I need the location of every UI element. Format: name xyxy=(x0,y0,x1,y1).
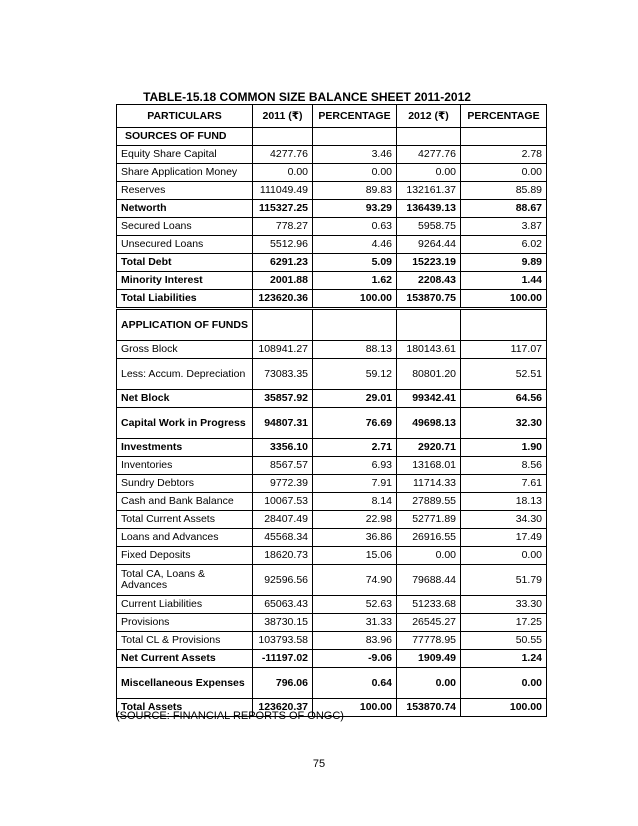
cell-2011: 5512.96 xyxy=(253,236,313,254)
cell-particulars: SOURCES OF FUND xyxy=(117,128,253,146)
table-row xyxy=(117,493,547,511)
cell-percentage-2011: 1.62 xyxy=(313,272,397,290)
column-header-particulars: PARTICULARS xyxy=(117,105,253,128)
table-body xyxy=(117,128,547,717)
cell-percentage-2012: 3.87 xyxy=(461,218,547,236)
cell-2012: 153870.74 xyxy=(397,699,461,717)
cell-2012: 49698.13 xyxy=(397,408,461,439)
cell-2012: 2208.43 xyxy=(397,272,461,290)
cell-percentage-2011: 93.29 xyxy=(313,200,397,218)
cell-percentage-2011: 4.46 xyxy=(313,236,397,254)
cell-2011: 65063.43 xyxy=(253,596,313,614)
table-row xyxy=(117,475,547,493)
cell-2011: 45568.34 xyxy=(253,529,313,547)
cell-percentage-2011: 7.91 xyxy=(313,475,397,493)
cell-percentage-2012 xyxy=(461,309,547,341)
cell-particulars: Capital Work in Progress xyxy=(117,408,253,439)
cell-percentage-2012: 2.78 xyxy=(461,146,547,164)
cell-percentage-2011: 100.00 xyxy=(313,290,397,309)
cell-percentage-2012: 88.67 xyxy=(461,200,547,218)
cell-percentage-2012: 52.51 xyxy=(461,359,547,390)
cell-percentage-2012: 32.30 xyxy=(461,408,547,439)
cell-2011 xyxy=(253,309,313,341)
cell-2012 xyxy=(397,309,461,341)
cell-percentage-2012: 51.79 xyxy=(461,565,547,596)
cell-2012: 77778.95 xyxy=(397,632,461,650)
cell-percentage-2011: 0.00 xyxy=(313,164,397,182)
cell-2012 xyxy=(397,128,461,146)
cell-percentage-2012: 7.61 xyxy=(461,475,547,493)
cell-percentage-2012: 0.00 xyxy=(461,668,547,699)
cell-2011: 35857.92 xyxy=(253,390,313,408)
cell-percentage-2012: 0.00 xyxy=(461,547,547,565)
cell-particulars: Net Current Assets xyxy=(117,650,253,668)
cell-particulars: Minority Interest xyxy=(117,272,253,290)
cell-particulars: APPLICATION OF FUNDS xyxy=(117,309,253,341)
cell-percentage-2012: 33.30 xyxy=(461,596,547,614)
table-row xyxy=(117,439,547,457)
cell-2012: 132161.37 xyxy=(397,182,461,200)
table-row xyxy=(117,200,547,218)
cell-2011: 2001.88 xyxy=(253,272,313,290)
cell-percentage-2011: 52.63 xyxy=(313,596,397,614)
cell-percentage-2011: 83.96 xyxy=(313,632,397,650)
cell-2011: 4277.76 xyxy=(253,146,313,164)
cell-particulars: Cash and Bank Balance xyxy=(117,493,253,511)
cell-2012: 99342.41 xyxy=(397,390,461,408)
cell-2012: 0.00 xyxy=(397,547,461,565)
cell-percentage-2012 xyxy=(461,128,547,146)
cell-percentage-2011 xyxy=(313,128,397,146)
table-row xyxy=(117,309,547,341)
cell-2011: 28407.49 xyxy=(253,511,313,529)
cell-percentage-2012: 100.00 xyxy=(461,699,547,717)
cell-percentage-2012: 1.24 xyxy=(461,650,547,668)
table-row xyxy=(117,632,547,650)
cell-2012: 4277.76 xyxy=(397,146,461,164)
cell-2012: 27889.55 xyxy=(397,493,461,511)
cell-percentage-2011: 31.33 xyxy=(313,614,397,632)
cell-particulars: Share Application Money xyxy=(117,164,253,182)
cell-2012: 26916.55 xyxy=(397,529,461,547)
cell-particulars: Investments xyxy=(117,439,253,457)
table-row xyxy=(117,511,547,529)
table-row xyxy=(117,128,547,146)
cell-2012: 153870.75 xyxy=(397,290,461,309)
cell-percentage-2012: 34.30 xyxy=(461,511,547,529)
table-row xyxy=(117,547,547,565)
table-row xyxy=(117,164,547,182)
cell-2012: 51233.68 xyxy=(397,596,461,614)
cell-percentage-2011: 8.14 xyxy=(313,493,397,511)
column-header-2011: 2011 (₹) xyxy=(253,105,313,128)
cell-2011: 3356.10 xyxy=(253,439,313,457)
cell-percentage-2012: 100.00 xyxy=(461,290,547,309)
table-header-row xyxy=(117,105,547,128)
table-row xyxy=(117,390,547,408)
table-row xyxy=(117,272,547,290)
table-row xyxy=(117,254,547,272)
cell-2011: 796.06 xyxy=(253,668,313,699)
cell-2012: 52771.89 xyxy=(397,511,461,529)
cell-percentage-2012: 8.56 xyxy=(461,457,547,475)
cell-2011: 38730.15 xyxy=(253,614,313,632)
cell-percentage-2012: 1.90 xyxy=(461,439,547,457)
cell-2011: 18620.73 xyxy=(253,547,313,565)
cell-2011: 115327.25 xyxy=(253,200,313,218)
cell-particulars: Total Liabilities xyxy=(117,290,253,309)
table-row xyxy=(117,596,547,614)
cell-2011: 8567.57 xyxy=(253,457,313,475)
cell-2011: 123620.37 xyxy=(253,699,313,717)
cell-2011: 778.27 xyxy=(253,218,313,236)
cell-percentage-2012: 17.25 xyxy=(461,614,547,632)
cell-particulars: Loans and Advances xyxy=(117,529,253,547)
cell-particulars: Current Liabilities xyxy=(117,596,253,614)
cell-percentage-2011: 100.00 xyxy=(313,699,397,717)
table-row xyxy=(117,218,547,236)
cell-2012: 26545.27 xyxy=(397,614,461,632)
cell-2012: 136439.13 xyxy=(397,200,461,218)
cell-particulars: Networth xyxy=(117,200,253,218)
cell-2011 xyxy=(253,128,313,146)
cell-particulars: Reserves xyxy=(117,182,253,200)
cell-2011: 123620.36 xyxy=(253,290,313,309)
page-number: 75 xyxy=(312,758,326,770)
table-row xyxy=(117,236,547,254)
cell-2012: 13168.01 xyxy=(397,457,461,475)
cell-2011: 94807.31 xyxy=(253,408,313,439)
cell-particulars: Total CL & Provisions xyxy=(117,632,253,650)
cell-particulars: Sundry Debtors xyxy=(117,475,253,493)
cell-particulars: Total Current Assets xyxy=(117,511,253,529)
cell-particulars: Total Assets xyxy=(117,699,253,717)
cell-percentage-2011: 76.69 xyxy=(313,408,397,439)
table-row xyxy=(117,146,547,164)
cell-percentage-2012: 117.07 xyxy=(461,341,547,359)
cell-particulars: Net Block xyxy=(117,390,253,408)
cell-percentage-2011: 0.63 xyxy=(313,218,397,236)
cell-particulars: Miscellaneous Expenses xyxy=(117,668,253,699)
table-row xyxy=(117,457,547,475)
cell-2012: 79688.44 xyxy=(397,565,461,596)
cell-percentage-2011: 15.06 xyxy=(313,547,397,565)
cell-2011: 0.00 xyxy=(253,164,313,182)
cell-2012: 180143.61 xyxy=(397,341,461,359)
cell-percentage-2011: 6.93 xyxy=(313,457,397,475)
cell-percentage-2011: 89.83 xyxy=(313,182,397,200)
table-row xyxy=(117,565,547,596)
cell-2012: 80801.20 xyxy=(397,359,461,390)
cell-2012: 11714.33 xyxy=(397,475,461,493)
cell-2011: -11197.02 xyxy=(253,650,313,668)
table-row xyxy=(117,650,547,668)
cell-percentage-2011: 59.12 xyxy=(313,359,397,390)
table-row xyxy=(117,290,547,309)
cell-particulars: Gross Block xyxy=(117,341,253,359)
cell-2011: 6291.23 xyxy=(253,254,313,272)
cell-particulars: Fixed Deposits xyxy=(117,547,253,565)
cell-percentage-2012: 1.44 xyxy=(461,272,547,290)
table-row xyxy=(117,182,547,200)
cell-2011: 73083.35 xyxy=(253,359,313,390)
cell-percentage-2012: 18.13 xyxy=(461,493,547,511)
column-header-2012: 2012 (₹) xyxy=(397,105,461,128)
cell-2011: 92596.56 xyxy=(253,565,313,596)
table-row xyxy=(117,614,547,632)
cell-percentage-2011: 74.90 xyxy=(313,565,397,596)
cell-2012: 2920.71 xyxy=(397,439,461,457)
cell-percentage-2011: 36.86 xyxy=(313,529,397,547)
cell-particulars: Secured Loans xyxy=(117,218,253,236)
cell-percentage-2011: 88.13 xyxy=(313,341,397,359)
table-title: TABLE-15.18 COMMON SIZE BALANCE SHEET 2011-2012 xyxy=(143,90,471,104)
cell-2011: 9772.39 xyxy=(253,475,313,493)
cell-percentage-2011: 2.71 xyxy=(313,439,397,457)
cell-percentage-2012: 17.49 xyxy=(461,529,547,547)
table-row xyxy=(117,668,547,699)
cell-percentage-2012: 0.00 xyxy=(461,164,547,182)
table-row xyxy=(117,408,547,439)
cell-percentage-2011: 22.98 xyxy=(313,511,397,529)
cell-2012: 0.00 xyxy=(397,164,461,182)
cell-2012: 9264.44 xyxy=(397,236,461,254)
table-row xyxy=(117,529,547,547)
cell-2011: 111049.49 xyxy=(253,182,313,200)
cell-percentage-2011: 3.46 xyxy=(313,146,397,164)
cell-percentage-2011: -9.06 xyxy=(313,650,397,668)
cell-particulars: Equity Share Capital xyxy=(117,146,253,164)
table-row xyxy=(117,341,547,359)
cell-particulars: Unsecured Loans xyxy=(117,236,253,254)
cell-particulars: Total CA, Loans & Advances xyxy=(117,565,253,596)
cell-particulars: Provisions xyxy=(117,614,253,632)
cell-2012: 5958.75 xyxy=(397,218,461,236)
cell-percentage-2012: 50.55 xyxy=(461,632,547,650)
source-note: (SOURCE: FINANCIAL REPORTS OF ONGC) xyxy=(116,710,344,722)
cell-2011: 10067.53 xyxy=(253,493,313,511)
cell-percentage-2012: 9.89 xyxy=(461,254,547,272)
cell-percentage-2012: 85.89 xyxy=(461,182,547,200)
column-header-percentage-2011: PERCENTAGE xyxy=(313,105,397,128)
cell-percentage-2012: 64.56 xyxy=(461,390,547,408)
cell-2012: 0.00 xyxy=(397,668,461,699)
cell-2011: 108941.27 xyxy=(253,341,313,359)
cell-percentage-2011: 29.01 xyxy=(313,390,397,408)
cell-particulars: Inventories xyxy=(117,457,253,475)
table-row xyxy=(117,359,547,390)
cell-percentage-2011 xyxy=(313,309,397,341)
cell-2011: 103793.58 xyxy=(253,632,313,650)
cell-2012: 15223.19 xyxy=(397,254,461,272)
balance-sheet-table xyxy=(116,104,547,717)
cell-percentage-2011: 0.64 xyxy=(313,668,397,699)
cell-particulars: Total Debt xyxy=(117,254,253,272)
cell-particulars: Less: Accum. Depreciation xyxy=(117,359,253,390)
column-header-percentage-2012: PERCENTAGE xyxy=(461,105,547,128)
cell-percentage-2011: 5.09 xyxy=(313,254,397,272)
cell-2012: 1909.49 xyxy=(397,650,461,668)
cell-percentage-2012: 6.02 xyxy=(461,236,547,254)
